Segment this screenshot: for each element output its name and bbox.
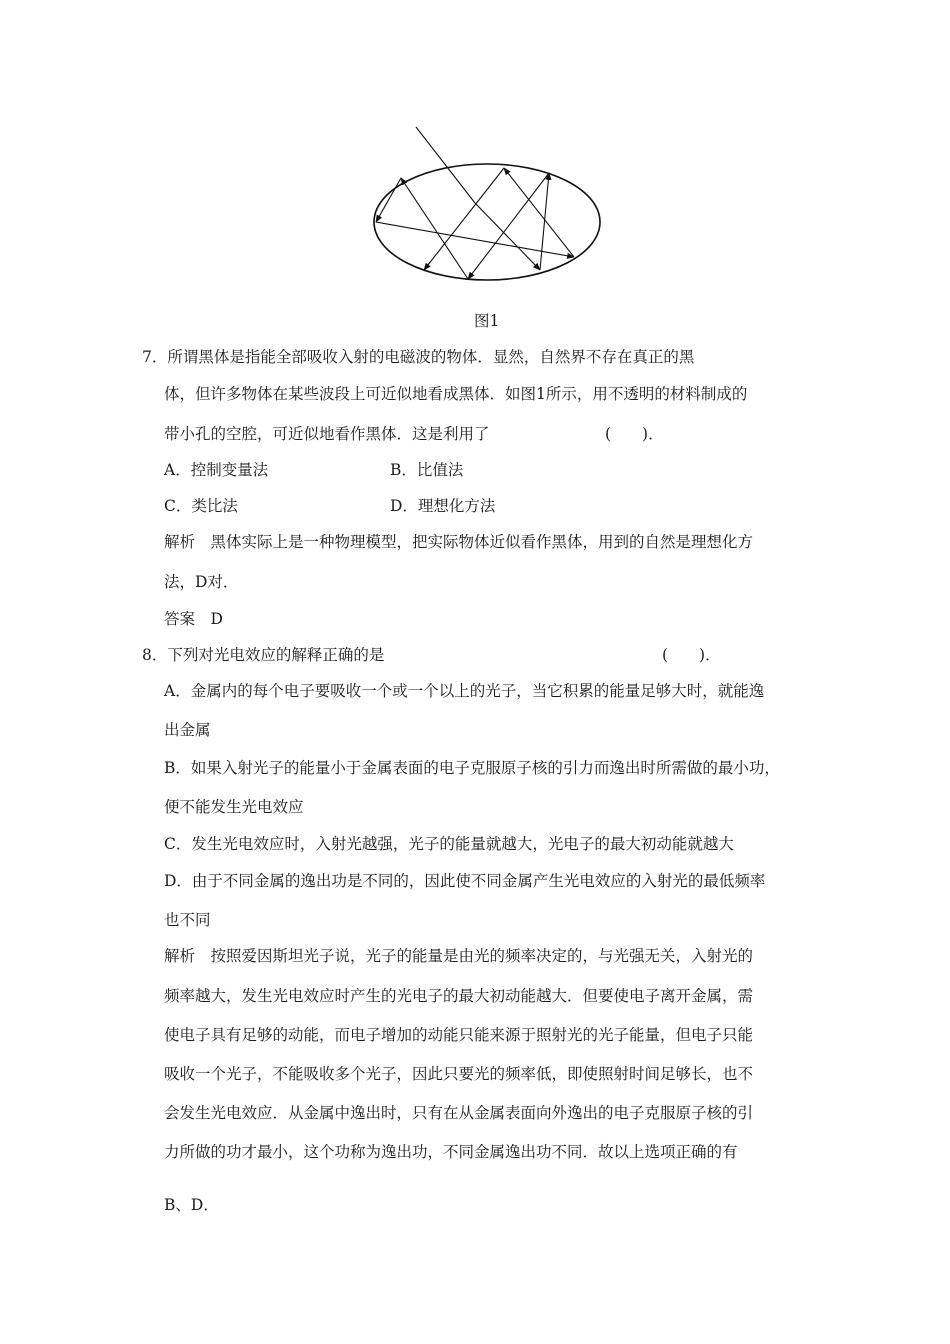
q8-analysis-line: 解析 按照爱因斯坦光子说，光子的能量是由光的频率决定的，与光强无关，入射光的 <box>164 947 754 965</box>
blackbody-cavity-figure <box>360 120 610 295</box>
q8-option-d-line1: D．由于不同金属的逸出功是不同的，因此使不同金属产生光电效应的入射光的最低频率 <box>164 872 766 890</box>
q8-option-a-line2: 出金属 <box>164 721 211 739</box>
q7-stem-line1: 7．所谓黑体是指能全部吸收入射的电磁波的物体．显然，自然界不存在真正的黑 <box>142 348 695 366</box>
q8-analysis-line: 会发生光电效应．从金属中逸出时，只有在从金属表面向外逸出的电子克服原子核的引 <box>164 1104 754 1122</box>
light-ray-path <box>376 127 574 279</box>
cavity-ellipse <box>374 164 600 280</box>
q7-option-c: C．类比法 <box>164 497 238 515</box>
figure-caption: 图1 <box>474 312 500 330</box>
q7-answer: 答案 D <box>164 610 223 628</box>
q7-stem-line2: 体，但许多物体在某些波段上可近似地看成黑体．如图1所示，用不透明的材料制成的 <box>164 385 748 403</box>
q8-analysis-line: 吸收一个光子，不能吸收多个光子，因此只要光的频率低，即使照射时间足够长，也不 <box>164 1065 754 1083</box>
q7-answer-blank: ( )． <box>605 425 664 443</box>
q8-option-a-line1: A．金属内的每个电子要吸收一个或一个以上的光子，当它积累的能量足够大时，就能逸 <box>164 682 765 700</box>
q8-analysis-line: B、D． <box>164 1196 219 1214</box>
q7-option-d: D．理想化方法 <box>390 497 496 515</box>
q7-option-a: A．控制变量法 <box>164 461 269 479</box>
q8-stem: 8．下列对光电效应的解释正确的是 <box>142 646 385 664</box>
q8-analysis-line: 频率越大，发生光电效应时产生的光电子的最大初动能越大．但要使电子离开金属，需 <box>164 987 754 1005</box>
q7-analysis-line1: 解析 黑体实际上是一种物理模型，把实际物体近似看作黑体，用到的自然是理想化方 <box>164 533 754 551</box>
q8-analysis-line: 力所做的功才最小，这个功称为逸出功，不同金属逸出功不同．故以上选项正确的有 <box>164 1143 738 1161</box>
q7-analysis-line2: 法，D对． <box>164 573 239 591</box>
q8-option-b-line2: 便不能发生光电效应 <box>164 798 304 816</box>
q7-stem-line3: 带小孔的空腔，可近似地看作黑体．这是利用了 <box>164 425 490 443</box>
q8-option-d-line2: 也不同 <box>164 911 211 929</box>
q8-analysis-line: 使电子具有足够的动能，而电子增加的动能只能来源于照射光的光子能量，但电子只能 <box>164 1026 754 1044</box>
q7-option-b: B．比值法 <box>390 461 464 479</box>
q8-answer-blank: ( )． <box>662 646 721 664</box>
q8-option-b-line1: B．如果入射光子的能量小于金属表面的电子克服原子核的引力而逸出时所需做的最小功， <box>164 759 780 777</box>
q8-option-c: C．发生光电效应时，入射光越强，光子的能量就越大，光电子的最大初动能就越大 <box>164 835 734 853</box>
